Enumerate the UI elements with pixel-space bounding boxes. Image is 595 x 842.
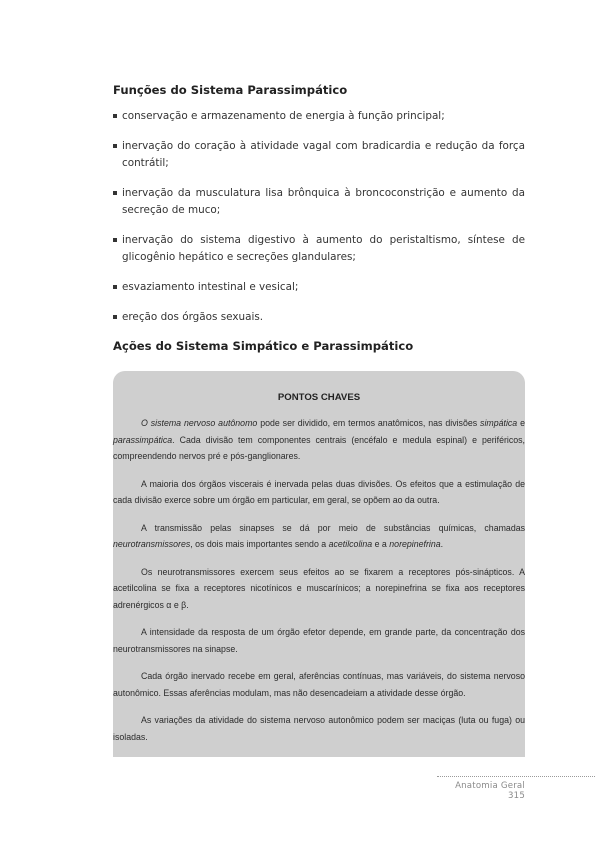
text-run: A maioria dos órgãos viscerais é inervada pelas duas divisões. Os efeitos que a estimulação de cada divisão exerce sobre um órgão em particular, em geral, se opõem ao da outra. [113,478,525,505]
footer-page-label: Anatomia Geral 315 [455,781,525,801]
key-points-paragraphs [113,415,525,756]
footer-dotted-rule [437,776,595,777]
parasympathetic-functions-list [113,108,525,339]
section-title-sympathetic-parasympathetic-actions: Ações do Sistema Simpático e Parassimpático [113,339,414,353]
text-run: Os neurotransmissores exercem seus efeitos ao se fixarem a receptores pós-sinápticos. A acetilcolina se fixa a receptores nicotínicos e muscarínicos; a norepinefrina se fixa aos receptores adrenérgicos α e β. [113,566,525,610]
key-point-paragraph [113,415,525,465]
key-point-paragraph [113,668,525,701]
italic-term: neurotransmissores [113,539,191,549]
text-run: e a [372,539,390,549]
italic-term: norepinefrina [389,539,441,549]
text-run: As variações da atividade do sistema nervoso autonômico podem ser maciças (luta ou fuga) ou isoladas. [113,715,525,742]
key-point-paragraph [113,564,525,614]
key-point-paragraph [113,712,525,745]
italic-term: O sistema nervoso autônomo [141,418,258,428]
text-run: e [517,418,526,428]
key-point-paragraph [113,520,525,553]
key-point-paragraph [113,624,525,657]
section-title-parasympathetic-functions: Funções do Sistema Parassimpático [113,83,348,97]
italic-term: parassimpática [113,434,173,445]
text-run: Cada órgão inervado recebe em geral, aferências contínuas, mas variáveis, do sistema nervoso autonômico. Essas aferências modulam, mas não desencadeiam a atividade desse órgão. [113,671,525,698]
list-item: esvaziamento intestinal e vesical; [113,279,525,296]
list-item: inervação da musculatura lisa brônquica à broncoconstrição e aumento da secreção de muco; [113,185,525,219]
text-run: A transmissão pelas sinapses se dá por meio de substâncias químicas, chamadas [141,522,525,533]
list-item: inervação do coração à atividade vagal com bradicardia e redução da força contrátil; [113,138,525,172]
text-run: pode ser dividido, em termos anatômicos, nas divisões [257,418,481,428]
italic-term: acetilcolina [328,539,373,549]
list-item: conservação e armazenamento de energia à função principal; [113,108,525,125]
text-run: . [440,539,444,549]
italic-term: simpática [480,418,518,428]
text-run: , os dois mais importantes sendo a [190,539,329,549]
list-item: inervação do sistema digestivo à aumento do peristaltismo, síntese de glicogênio hepático e secreções glandulares; [113,232,525,266]
key-points-box [113,371,525,757]
text-run: A intensidade da resposta de um órgão efetor depende, em grande parte, da concentração dos neurotransmissores na sinapse. [113,627,525,654]
key-points-title: PONTOS CHAVES [277,392,361,403]
list-item: ereção dos órgãos sexuais. [113,309,525,326]
key-point-paragraph [113,476,525,509]
text-run: . Cada divisão tem componentes centrais (encéfalo e medula espinal) e periféricos, compreendendo nervos pré e pós-ganglionares. [113,434,525,461]
